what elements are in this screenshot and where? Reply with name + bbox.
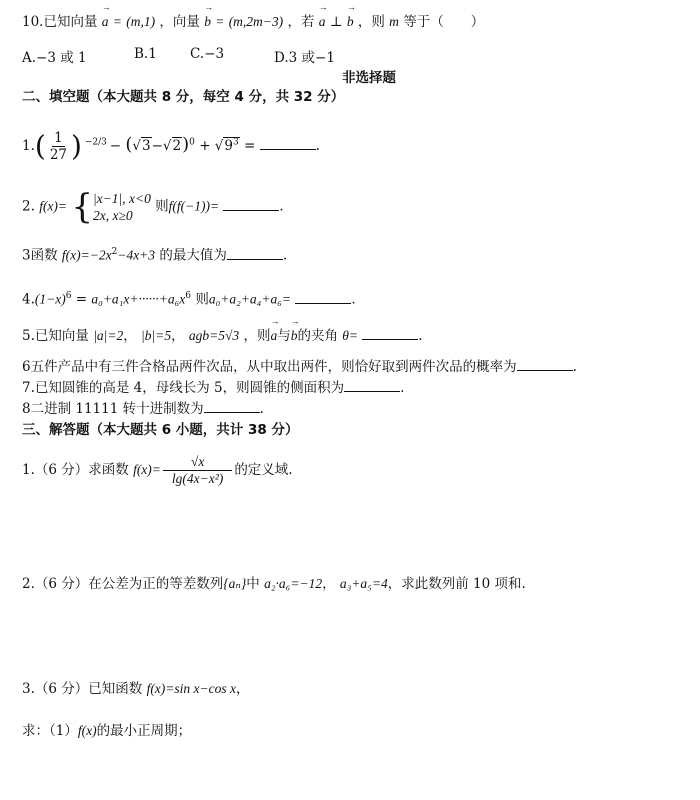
q10-option-d: D.3 或−1 <box>274 50 335 66</box>
fill-q1-fraction <box>48 130 69 163</box>
solve-q2 <box>22 574 526 594</box>
solve-q3-ask-prefix: 求：（1） <box>22 723 78 739</box>
non-choice-title: 非选择题 <box>342 70 396 86</box>
solve-q3 <box>22 679 250 699</box>
vector-b: → b <box>204 12 211 32</box>
fill-q5-abs-a: |a|=2 <box>93 328 124 343</box>
fill-q2-case1: |x−1|, x<0 <box>92 191 151 206</box>
solve-q1-f: f(x)= <box>133 462 161 477</box>
vector-b-2: → b <box>347 12 354 32</box>
fill-q1: 1.( $\frac{1}{27}$ ) $^{-2/3} - (√3-√2)^0 + √9^3$ = . <box>22 129 320 163</box>
frac-denominator: 27 <box>49 147 68 163</box>
fill-q8: 8二进制 11111 转十进制数为 . <box>22 401 264 417</box>
fill-q1-eq: = <box>244 138 256 154</box>
fill-q2-case2: 2x, x≥0 <box>92 208 133 223</box>
fill-q8-text: 8二进制 11111 转十进制数为 <box>22 401 204 417</box>
fill-q3-exp: 2 <box>111 247 118 257</box>
solve-q2-sep: ， <box>322 576 336 592</box>
fill-q5: 5.已知向量 |a|=2， |b|=5， agb=5√3 ，则→ a与→ b的夹角 θ= . <box>22 326 423 346</box>
fill-q7: 7.已知圆锥的高是 4，母线长为 5，则圆锥的侧面积为 . <box>22 380 405 396</box>
fill-q1-label: 1. <box>22 138 35 154</box>
vector-a: → a <box>102 12 109 32</box>
q10-label: 10.已知向量 <box>22 14 98 30</box>
solve-q1-num: √x <box>163 454 232 471</box>
solve-q3-expr: f(x)=sin x−cos x <box>146 681 236 696</box>
fill-q3-expr: f(x)=−2x <box>61 247 112 263</box>
answer-blank[interactable] <box>223 197 279 211</box>
vector-b-3: → b <box>291 326 298 346</box>
answer-blank[interactable] <box>260 136 316 150</box>
q10-perp: ⊥ <box>329 14 343 29</box>
fill-q1-sqrt-minus: − <box>151 138 163 154</box>
answer-blank[interactable] <box>227 246 283 260</box>
fill-q1-exp3: 3 <box>233 137 239 148</box>
solve-q1-suffix: 的定义域. <box>234 462 293 478</box>
fill-q3-suffix: 的最大值为 <box>159 247 227 264</box>
q10-mid-text: ，向量 <box>159 14 200 30</box>
fill-q4-rhs: a₀+a₁x+······+a₆x <box>91 291 186 307</box>
fill-q4-eq: = <box>75 291 88 308</box>
fill-q5-sep: ， <box>123 328 137 344</box>
answer-blank[interactable] <box>517 357 573 371</box>
fill-q4-then: 则 <box>195 291 209 308</box>
q10-a-eq: = <box>112 14 122 29</box>
solve-q3-ask-expr: f(x) <box>77 723 97 738</box>
fill-q4-lhs: (1−x) <box>34 291 66 307</box>
q10-b-eq: = <box>215 14 225 29</box>
fill-q3-prefix: 3函数 <box>22 247 58 264</box>
answer-blank[interactable] <box>362 326 418 340</box>
solve-q2-label: 2.（6 分）在公差为正的等差数列 <box>22 576 224 592</box>
q10-b-value: (m,2m−3) <box>228 14 284 29</box>
fill-q5-label: 5.已知向量 <box>22 328 89 344</box>
fill-q5-abs-b: |b|=5 <box>141 328 172 343</box>
fill-q4-lhs-exp: 6 <box>65 291 72 301</box>
fill-q6-text: 6五件产品中有三件合格品两件次品，从中取出两件，则恰好取到两件次品的概率为 <box>22 359 517 375</box>
fill-q5-then: ，则 <box>243 328 271 344</box>
fill-q5-dot: agb=5√3 <box>188 328 240 343</box>
answer-blank[interactable] <box>344 378 400 392</box>
frac-numerator: 1 <box>54 130 63 146</box>
q10-m: m <box>389 14 399 29</box>
section-2-title: 二、填空题（本大题共 8 分，每空 4 分，共 32 分） <box>22 89 345 105</box>
solve-q3-label: 3.（6 分）已知函数 <box>22 681 143 697</box>
solve-q2-cond1: a₂·a₆=−12 <box>264 576 323 591</box>
fill-q5-with: 与 <box>277 328 291 344</box>
fill-q2-f: f(x)= <box>39 198 68 214</box>
fill-q4-ask: a₀+a₂+a₄+a₆= <box>208 291 292 307</box>
fill-q2-label: 2. <box>22 198 35 215</box>
q10-end: 等于（ ） <box>403 14 485 30</box>
solve-q2-cond2: a₃+a₅=4 <box>339 576 388 591</box>
solve-q3-ask-suffix: 的最小正周期； <box>96 723 192 739</box>
vector-a-3: → a <box>270 326 277 346</box>
fill-q1-exp2: 0 <box>189 137 195 148</box>
fill-q4: $4.(1-x)^6 = a_0+a_1x+\cdot\cdot\cdot\cdot\cdot\cdot+a_6x^6$ 则a₀+a₂+a₄+a₆= . <box>22 291 356 308</box>
fill-q5-sep2: ， <box>171 328 185 344</box>
fill-q1-exp-den: 3 <box>101 137 107 148</box>
fill-q2-cases <box>93 190 151 224</box>
solve-q2-seq: {aₙ} <box>223 576 247 591</box>
fill-q7-text: 7.已知圆锥的高是 4，母线长为 5，则圆锥的侧面积为 <box>22 380 345 396</box>
fill-q1-sqrt-3: 3 <box>142 138 151 154</box>
fill-q2-ask: f(f(−1))= <box>168 198 220 214</box>
fill-q2: 2. f(x)= { |x−1|, x<0 2x, x≥0 则f(f(−1))= . <box>22 187 284 227</box>
q10-a-value: (m,1) <box>126 14 156 29</box>
answer-blank[interactable] <box>204 399 260 413</box>
solve-q2-mid: 中 <box>246 576 260 592</box>
q10-then: ，则 <box>357 14 385 30</box>
vector-a-2: → a <box>319 12 326 32</box>
answer-blank[interactable] <box>295 290 351 304</box>
fill-q3-rest: −4x+3 <box>117 247 156 263</box>
fill-q1-minus: − <box>109 138 122 154</box>
solve-q3-ask <box>22 721 191 741</box>
fill-q5-angle: 的夹角 <box>297 328 338 344</box>
fill-q1-exp: −2 <box>84 137 99 148</box>
q10-option-c: C.−3 <box>190 46 225 62</box>
solve-q3-suffix: ， <box>236 681 250 697</box>
fill-q1-plus: + <box>199 138 211 154</box>
fill-q4-label: 4. <box>22 291 35 308</box>
solve-q1-den: lg(4x−x²) <box>171 471 224 486</box>
solve-q1-fraction <box>163 454 232 487</box>
q10-option-b: B.1 <box>134 46 157 62</box>
section-3-title: 三、解答题（本大题共 6 小题，共计 38 分） <box>22 422 299 438</box>
fill-q6: 6五件产品中有三件合格品两件次品，从中取出两件，则恰好取到两件次品的概率为 . <box>22 359 577 375</box>
fill-q4-rhs-exp: 6 <box>185 291 192 301</box>
fill-q1-sqrt-2: 2 <box>172 138 182 154</box>
fill-q3: 3函数 $f(x)=-2x^2-4x+3$ 的最大值为 . <box>22 247 288 264</box>
solve-q1-label: 1.（6 分）求函数 <box>22 462 129 478</box>
fill-q1-nine: 9 <box>224 138 233 154</box>
fill-q5-theta: θ= <box>342 328 358 343</box>
solve-q2-suffix: ，求此数列前 10 项和. <box>387 576 526 592</box>
q10-option-a: A.−3 或 1 <box>22 50 87 66</box>
fill-q2-then: 则 <box>155 198 169 215</box>
solve-q1 <box>22 454 293 487</box>
question-10 <box>22 12 484 32</box>
q10-if-text: ，若 <box>287 14 315 30</box>
